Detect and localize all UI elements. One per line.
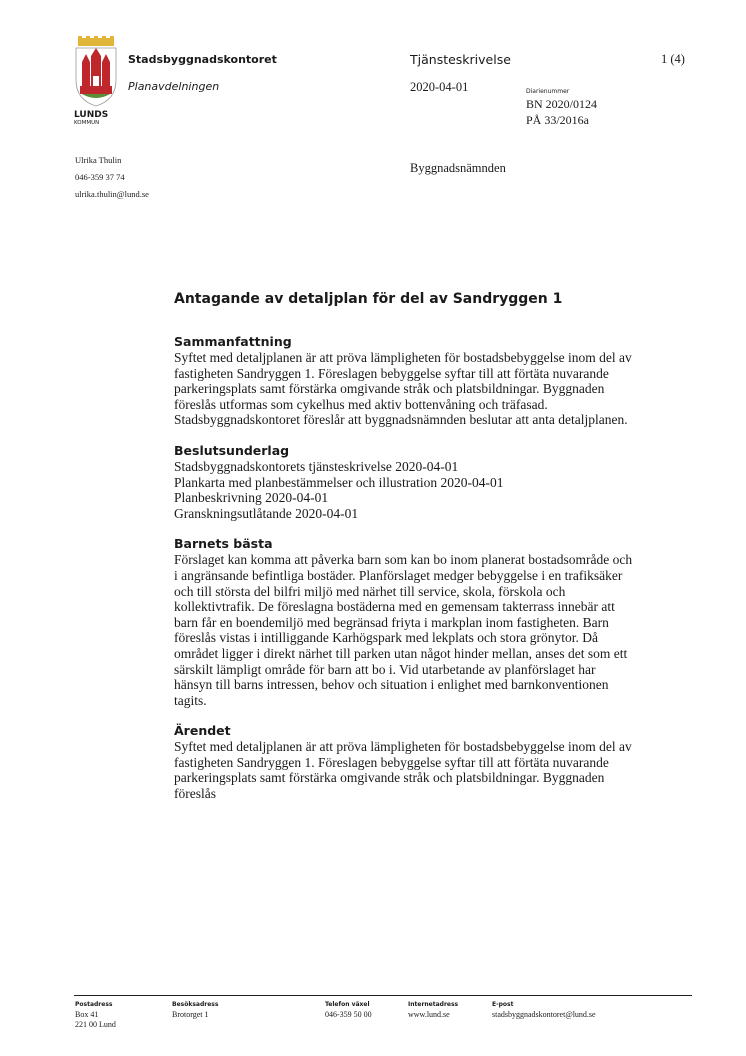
footer-label: E-post (492, 1001, 514, 1008)
contact-name: Ulrika Thulin (75, 155, 122, 165)
logo-text-kommun: KOMMUN (74, 120, 100, 126)
footer-value: 046-359 50 00 (325, 1010, 372, 1019)
contact-block (75, 152, 149, 203)
footer-phone (325, 1000, 372, 1020)
footer-value[interactable]: stadsbyggnadskontoret@lund.se (492, 1010, 596, 1019)
diarie-number-2: PÅ 33/2016a (526, 113, 589, 127)
section-basis (174, 443, 634, 521)
contact-phone: 046-359 37 74 (75, 172, 125, 182)
footer-value: Box 41 (75, 1010, 99, 1019)
section-child (174, 536, 634, 708)
footer-postal (75, 1000, 116, 1030)
footer-label: Besöksadress (172, 1001, 219, 1008)
footer-label: Internetadress (408, 1001, 459, 1008)
document-date: 2020-04-01 (410, 80, 469, 94)
footer-visit (172, 1000, 218, 1020)
matter-paragraph: Syftet med detaljplanen är att pröva lämpligheten för bostadsbebyggelse inom del av fastigheten Sandryggen 1. Föreslagen bebyggelse syftar till att förtäta nuvarande parkeringsplats samt förstärka omgivande stråk och platsbildningar. Byggnaden föreslås (174, 739, 632, 802)
basis-item: Stadsbyggnadskontorets tjänsteskrivelse 2020-04-01 (174, 458, 459, 474)
footer-web (408, 1000, 458, 1020)
contact-email[interactable]: ulrika.thulin@lund.se (75, 189, 149, 199)
basis-item: Granskningsutlåtande 2020-04-01 (174, 505, 359, 521)
section-matter (174, 723, 634, 801)
footer-email (492, 1000, 596, 1020)
section-heading-child: Barnets bästa (174, 536, 273, 552)
summary-paragraph-2: Stadsbyggnadskontoret föreslår att byggnadsnämnden beslutar att anta detaljplanen. (174, 412, 628, 428)
child-paragraph: Förslaget kan komma att påverka barn som kan bo inom planerat bostadsområde och i angränsande befintliga bostäder. Planförslaget medger bebyggelse i en trafiksäker och till största del bilfri miljö med närhet till service, skola, förskola och kollektivtrafik. De föreslagna bostäderna med en gemensam takterrass innebär att barn får en boendemiljö med begränsad friyta i markplan inom fastigheten. Barn föreslås vistas i intilliggande Karhögspark med lekplats och stora grönytor. Då området ligger i direkt närhet till parken utan något hinder mellan, anses det som ett särskilt lämpligt område för barn att bo i. Vid utarbetande av planförslaget har hänsyn till barns intressen, behov och situation i enlighet med barnkonventionen tagits. (174, 552, 633, 708)
basis-item: Planbeskrivning 2020-04-01 (174, 490, 329, 506)
footer-label: Telefon växel (325, 1001, 370, 1008)
document-body (174, 290, 634, 817)
logo-text-lunds: LUNDS (74, 110, 109, 120)
diarie-number-1: BN 2020/0124 (526, 97, 598, 111)
footer-value[interactable]: www.lund.se (408, 1010, 450, 1019)
city-crest-icon (74, 36, 118, 108)
page-number: 1 (4) (661, 52, 685, 66)
section-heading-summary: Sammanfattning (174, 334, 292, 349)
recipient: Byggnadsnämnden (410, 161, 506, 175)
document-type: Tjänsteskrivelse (410, 52, 511, 67)
document-title: Antagande av detaljplan för del av Sandryggen 1 (174, 291, 563, 307)
footer-label: Postadress (75, 1001, 113, 1008)
footer-value: Brotorget 1 (172, 1010, 209, 1019)
footer-value: 221 00 Lund (75, 1020, 116, 1029)
department-name: Planavdelningen (128, 80, 220, 93)
section-summary (174, 334, 634, 428)
lunds-kommun-logo (74, 36, 118, 126)
basis-item: Plankarta med planbestämmelser och illustration 2020-04-01 (174, 474, 504, 490)
section-heading-basis: Beslutsunderlag (174, 442, 290, 458)
summary-paragraph-1: Syftet med detaljplanen är att pröva lämpligheten för bostadsbebyggelse inom del av fastigheten Sandryggen 1. Föreslagen bebyggelse syftar till att förtäta nuvarande parkeringsplats samt förstärka omgivande stråk och platsbildningar. Byggnaden föreslås utformas som cykelhus med aktiv bottenvåning och träfasad. (174, 350, 632, 412)
diarie-label: Diarienummer (526, 88, 570, 95)
section-heading-matter: Ärendet (174, 723, 231, 739)
footer-divider (74, 995, 692, 996)
office-name: Stadsbyggnadskontoret (128, 53, 277, 66)
